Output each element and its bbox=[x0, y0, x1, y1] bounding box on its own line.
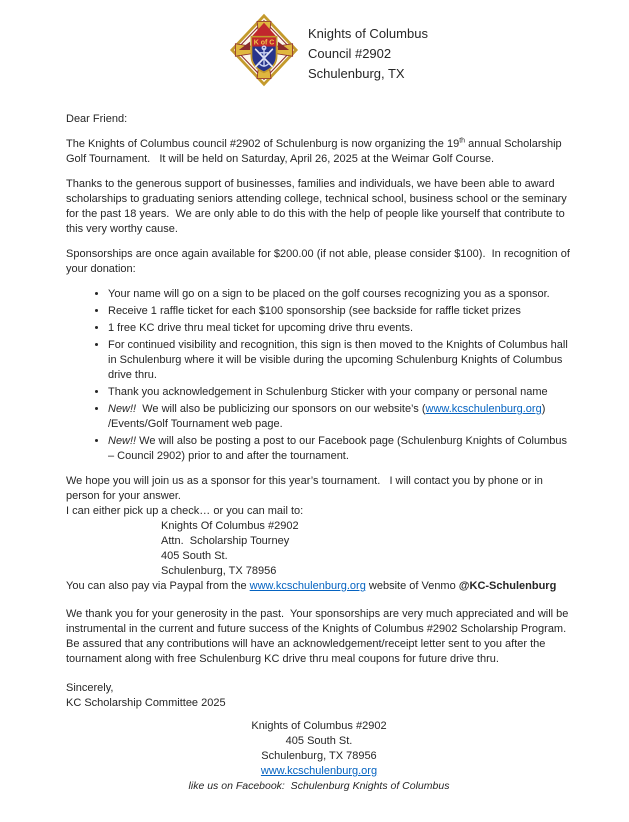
knights-of-columbus-emblem-icon bbox=[229, 13, 299, 87]
letterhead-text bbox=[308, 13, 428, 87]
bullet-item-meal-ticket: • 1 free KC drive thru meal ticket for upcoming drive thru events. bbox=[108, 321, 572, 336]
footer bbox=[66, 719, 572, 794]
salutation: Dear Friend: bbox=[66, 113, 128, 125]
letter-body bbox=[66, 112, 572, 794]
paragraph-thanks-support: Thanks to the generous support of businesses, families and individuals, we have been able to award scholarships to graduating seniors attending college, technical school, business school or the seminary for the past 18 years. We are only able to do this with the help of people like yourself that contribute to this very worthy cause. bbox=[66, 178, 570, 235]
council-number: Council #2902 bbox=[308, 46, 392, 61]
paragraph-sponsorship-cost: Sponsorships are once again available for $200.00 (if not able, please consider $100). In recognition of your donation: bbox=[66, 248, 573, 275]
org-location: Schulenburg, TX bbox=[308, 66, 405, 81]
join-us-line: We hope you will join us as a sponsor for this year’s tournament. I will contact you by phone or in person for your answer. bbox=[66, 475, 546, 502]
paypal-venmo-line: You can also pay via Paypal from the www.kcschulenburg.org website of Venmo @KC-Schulenburg bbox=[66, 580, 557, 592]
bullet-item-sign: • Your name will go on a sign to be placed on the golf courses recognizing you as a sponsor. bbox=[108, 287, 572, 302]
closing bbox=[66, 681, 572, 711]
address-line: Knights Of Columbus #2902 bbox=[161, 520, 299, 532]
address-line: Schulenburg, TX 78956 bbox=[161, 565, 277, 577]
footer-website-link[interactable]: www.kcschulenburg.org bbox=[260, 765, 378, 777]
footer-facebook-line: like us on Facebook: Schulenburg Knights of Columbus bbox=[188, 780, 450, 792]
footer-org-line: Knights of Columbus #2902 bbox=[251, 720, 387, 732]
pickup-or-mail-line: I can either pick up a check… or you can mail to: bbox=[66, 505, 304, 517]
sponsor-benefits-list bbox=[66, 287, 572, 464]
bullet-item-facebook: • New!! We will also be posting a post to our Facebook page (Schulenburg Knights of Columbus – Council 2902) prior to and after the tournament. bbox=[108, 434, 572, 464]
address-line: Attn. Scholarship Tourney bbox=[161, 535, 290, 547]
letterhead bbox=[229, 13, 428, 87]
bullet-item-visibility: • For continued visibility and recognition, this sign is then moved to the Knights of Columbus hall in Schulenburg where it will be visible during the upcoming Schulenburg Knights of Columbus drive thru. bbox=[108, 338, 572, 383]
footer-street-line: 405 South St. bbox=[285, 735, 353, 747]
paragraph-join-us bbox=[66, 474, 572, 519]
website-link[interactable]: www.kcschulenburg.org bbox=[425, 403, 542, 415]
paragraph-tournament-announcement: The Knights of Columbus council #2902 of Schulenburg is now organizing the 19th annual Scholarship Golf Tournament. It will be held on Saturday, April 26, 2025 at the Weimar Golf Course. bbox=[66, 137, 565, 165]
paragraph-thank-you: We thank you for your generosity in the past. Your sponsorships are very much appreciated and will be instrumental in the current and future success of the Knights of Columbus #2902 Scholarship Program. Be assured that any contributions will have an acknowledgement/receipt letter sent to you after the tournament along with free Schulenburg KC drive thru meal coupons for future drive thru. bbox=[66, 608, 572, 665]
website-link[interactable]: www.kcschulenburg.org bbox=[249, 580, 366, 592]
bullet-item-raffle: • Receive 1 raffle ticket for each $100 sponsorship (see backside for raffle ticket prizes bbox=[108, 304, 572, 319]
bullet-item-sticker: • Thank you acknowledgement in Schulenburg Sticker with your company or personal name bbox=[108, 385, 572, 400]
address-line: 405 South St. bbox=[161, 550, 228, 562]
footer-city-line: Schulenburg, TX 78956 bbox=[261, 750, 377, 762]
closing-sincerely: Sincerely, bbox=[66, 682, 114, 694]
emblem-kofc-text: K of C bbox=[253, 39, 275, 47]
bullet-item-website: • New!! We will also be publicizing our sponsors on our website’s (www.kcschulenburg.org) /Events/Golf Tournament web page. bbox=[108, 402, 572, 432]
mailing-address bbox=[161, 519, 572, 579]
closing-committee: KC Scholarship Committee 2025 bbox=[66, 697, 226, 709]
org-name: Knights of Columbus bbox=[308, 26, 428, 41]
